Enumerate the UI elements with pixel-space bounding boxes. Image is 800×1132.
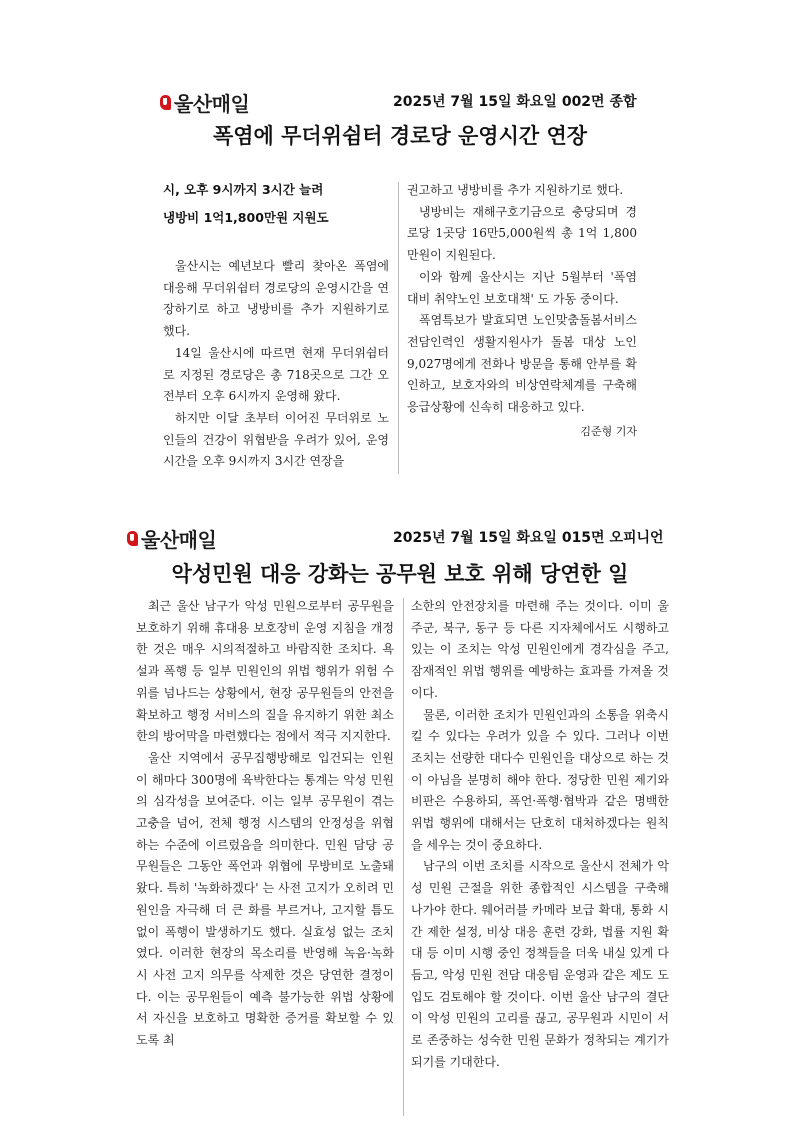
article-column-right <box>411 596 669 1073</box>
paragraph: 냉방비는 재해구호기금으로 충당되며 경로당 1곳당 16만5,000원씩 총 1억 1,800만원이 지원된다. <box>407 204 637 263</box>
paragraph: 소한의 안전장치를 마련해 주는 것이다. 이미 울주군, 북구, 동구 등 다른 지자체에서도 시행하고 있는 이 조치는 악성 민원인에게 경각심을 주고, 잠재적인 위법 행위를 예방하는 효과를 가져올 것이다. <box>411 599 669 700</box>
article-clipping-heatwave <box>0 0 800 500</box>
paragraph: 울산 지역에서 공무집행방해로 입건되는 인원이 해마다 300명에 육박한다는 통계는 악성 민원의 심각성을 보여준다. 이는 일부 공무원이 겪는 고충을 넘어, 전체 행정 시스템의 안정성을 위협하는 수준에 이르렀음을 의미한다. 민원 담당 공무원들은 그동안 폭언과 위협에 무방비로 노출돼 왔다. 특히 '녹화하겠다' 는 사전 고지가 오히려 민원인을 자극해 더 큰 화를 부르거나, 고지할 틈도 없이 폭행이 발생하기도 했다. 실효성 없는 조치였다. 이러한 현장의 목소리를 반영해 녹음·녹화 시 사전 고지 의무를 삭제한 것은 당연한 결정이다. 이는 공무원들이 예측 불가능한 위법 상황에서 자신을 보호하고 명확한 증거를 확보할 수 있도록 최 <box>136 750 394 1048</box>
paragraph: 물론, 이러한 조치가 민원인과의 소통을 위축시킬 수 있다는 우려가 있을 수 있다. 그러나 이번 조치는 선량한 대다수 민원인을 대상으로 하는 것이 아님을 분명히 해야 한다. 정당한 민원 제기와 비판은 수용하되, 폭언·폭행·협박과 같은 명백한 위법 행위에 대해서는 단호히 대처하겠다는 원칙을 세우는 것이 중요하다. <box>411 707 669 852</box>
column-divider <box>398 182 399 474</box>
article-column-left <box>136 596 394 1052</box>
logo-mark-icon <box>160 95 171 110</box>
paragraph: 남구의 이번 조치를 시작으로 울산시 전체가 악성 민원 근절을 위한 종합적인 시스템을 구축해 나가야 한다. 웨어러블 카메라 보급 확대, 통화 시간 제한 설정, 비상 대응 훈련 강화, 법률 지원 확대 등 이미 시행 중인 정책들을 더욱 내실 있게 다듬고, 악성 민원 전담 대응팀 운영과 같은 제도 도입도 검토해야 할 것이다. 이번 울산 남구의 결단이 악성 민원의 고리를 끊고, 공무원과 시민이 서로 존중하는 성숙한 민원 문화가 정착되는 계기가 되기를 기대한다. <box>411 859 669 1069</box>
publication-info: 2025년 7월 15일 화요일 015면 오피니언 <box>393 530 664 546</box>
article-column-right <box>407 180 637 442</box>
newspaper-logo <box>160 88 249 117</box>
paragraph: 폭염특보가 발효되면 노인맞춤돌봄서비스 전담인력인 생활지원사가 돌봄 대상 노인 9,027명에게 전화나 방문을 통해 안부를 확인하고, 보호자와의 비상연락체계를 구축해 응급상황에 신속히 대응하고 있다. <box>407 313 637 415</box>
paragraph: 울산시는 예년보다 빨리 찾아온 폭염에 대응해 무더위쉼터 경로당의 운영시간을 연장하기로 하고 냉방비를 추가 지원하기로 했다. <box>163 259 389 339</box>
paragraph: 14일 울산시에 따르면 현재 무더위쉼터로 지정된 경로당은 총 718곳으로 그간 오전부터 오후 6시까지 운영해 왔다. <box>163 345 389 404</box>
newspaper-logo <box>127 524 216 553</box>
subheadline: 냉방비 1억1,800만원 지원도 <box>163 210 329 225</box>
logo-text: 울산매일 <box>174 92 250 116</box>
headline: 폭염에 무더위쉼터 경로당 운영시간 연장 <box>212 123 588 148</box>
headline: 악성민원 대응 강화는 공무원 보호 위해 당연한 일 <box>171 561 629 586</box>
paragraph: 최근 울산 남구가 악성 민원으로부터 공무원을 보호하기 위해 휴대용 보호장비 운영 지침을 개정한 것은 매우 시의적절하고 바람직한 조치다. 욕설과 폭행 등 일부 민원인의 위법 행위가 위험 수위를 넘나드는 상황에서, 현장 공무원들의 안전을 확보하고 행정 서비스의 질을 유지하기 위한 최소한의 방어막을 마련했다는 점에서 적극 지지한다. <box>136 599 394 744</box>
logo-text: 울산매일 <box>141 528 217 552</box>
paragraph: 이와 함께 울산시는 지난 5월부터 '폭염 대비 취약노인 보호대책' 도 가동 중이다. <box>407 269 637 306</box>
publication-info: 2025년 7월 15일 화요일 002면 종합 <box>393 94 637 110</box>
paragraph: 권고하고 냉방비를 추가 지원하기로 했다. <box>407 183 624 197</box>
paragraph: 하지만 이달 초부터 이어진 무더위로 노인들의 건강이 위협받을 우려가 있어, 운영시간을 오후 9시까지 3시간 연장을 <box>163 410 389 469</box>
article-column-left <box>163 180 389 473</box>
subheadline: 시, 오후 9시까지 3시간 늘려 <box>163 182 324 197</box>
article-clipping-editorial <box>0 500 800 1132</box>
byline: 김준형 기자 <box>580 424 637 438</box>
logo-mark-icon <box>127 531 138 546</box>
column-divider <box>403 598 404 1116</box>
